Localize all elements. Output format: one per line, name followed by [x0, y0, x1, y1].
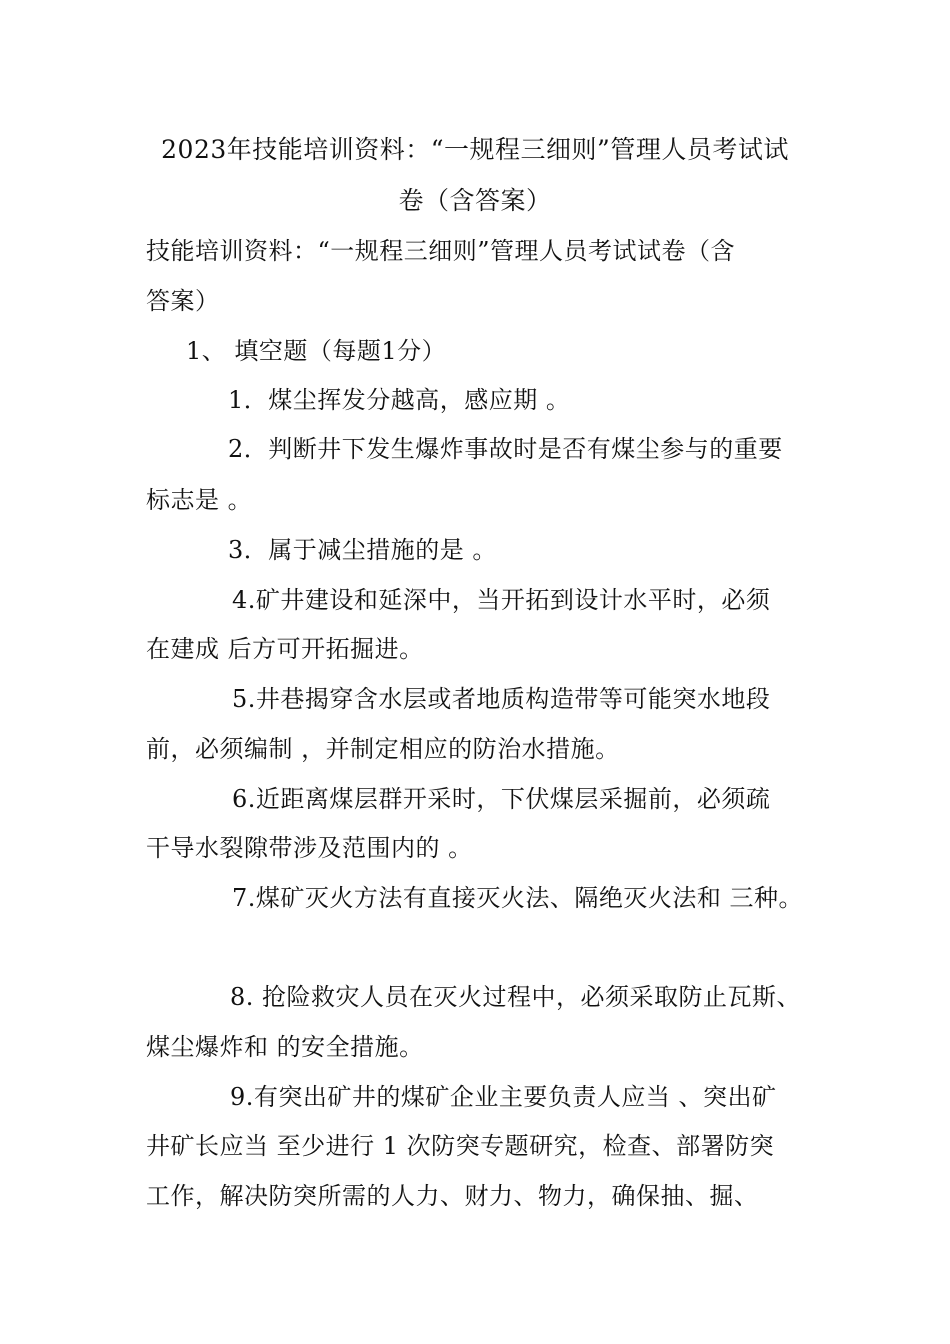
question-9-line-1: 9.有突出矿井的煤矿企业主要负责人应当 、突出矿 [230, 1083, 777, 1111]
question-3-line-1: 3．属于减尘措施的是 。 [228, 536, 497, 564]
question-5-line-1: 5.井巷揭穿含水层或者地质构造带等可能突水地段 [232, 685, 771, 713]
document-subtitle-line-1: 技能培训资料：“一规程三细则”管理人员考试试卷（含 [146, 237, 736, 265]
question-8-line-2: 煤尘爆炸和 的安全措施。 [146, 1033, 424, 1061]
document-subtitle-line-2: 答案） [146, 287, 220, 315]
section-heading: 1、 填空题（每题1分） [186, 337, 447, 365]
question-6-line-2: 干导水裂隙带涉及范围内的 。 [146, 834, 473, 862]
question-8-line-1: 8. 抢险救灾人员在灭火过程中，必须采取防止瓦斯、 [230, 983, 802, 1011]
question-2-line-1: 2．判断井下发生爆炸事故时是否有煤尘参与的重要 [228, 435, 783, 463]
document-title-line-2: 卷（含答案） [398, 186, 552, 215]
question-4-line-2: 在建成 后方可开拓掘进。 [146, 635, 424, 663]
question-6-line-1: 6.近距离煤层群开采时，下伏煤层采掘前，必须疏 [232, 785, 771, 813]
document-title-line-1: 2023年技能培训资料：“一规程三细则”管理人员考试试 [161, 135, 789, 164]
question-4-line-1: 4.矿井建设和延深中，当开拓到设计水平时，必须 [232, 586, 771, 614]
question-9-line-3: 工作，解决防突所需的人力、财力、物力，确保抽、掘、 [146, 1182, 759, 1210]
question-9-line-2: 井矿长应当 至少进行 1 次防突专题研究，检查、部署防突 [146, 1132, 775, 1160]
question-5-line-2: 前，必须编制 ，并制定相应的防治水措施。 [146, 735, 620, 763]
question-2-line-2: 标志是 。 [146, 486, 253, 514]
question-7-line-1: 7.煤矿灭火方法有直接灭火法、隔绝灭火法和 三种。 [232, 884, 804, 912]
question-1-line-1: 1．煤尘挥发分越高，感应期 。 [228, 386, 571, 414]
